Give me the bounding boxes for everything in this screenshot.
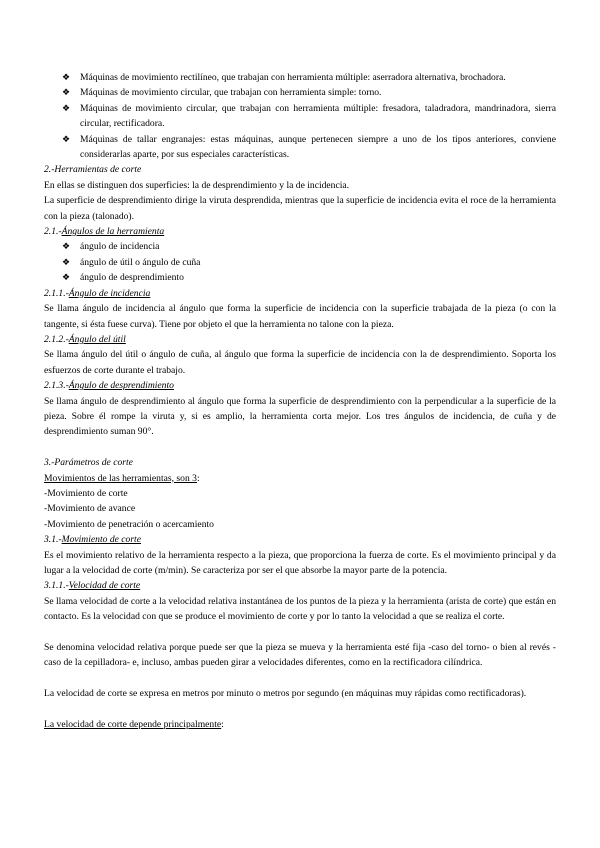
list-item bbox=[62, 255, 556, 270]
list-item bbox=[62, 132, 556, 163]
paragraph: Se denomina velocidad relativa porque puede ser que la pieza se mueva y la herramienta esté fija -caso del torno- o bien al revés -caso de la cepilladora- e, incluso, ambas pueden girar a velocidades diferentes, como en la rectificadora cilíndrica. bbox=[44, 642, 556, 669]
list-item-text: ángulo de útil o ángulo de cuña bbox=[80, 256, 201, 268]
heading-number: 2.1.- bbox=[44, 226, 62, 238]
diamond-bullet-icon: ❖ bbox=[62, 72, 71, 82]
paragraph: En ellas se distinguen dos superficies: la de desprendimiento y la de incidencia. bbox=[44, 179, 350, 191]
section-heading-2-1-1 bbox=[44, 286, 556, 301]
diamond-bullet-icon: ❖ bbox=[62, 133, 71, 144]
diamond-bullet-icon: ❖ bbox=[62, 272, 71, 283]
spacer bbox=[44, 440, 556, 455]
heading-title: Movimiento de corte bbox=[61, 534, 141, 546]
list-item bbox=[62, 101, 556, 132]
heading-title: Ángulos de la herramienta bbox=[61, 226, 165, 238]
movement-item: -Movimiento de corte bbox=[44, 487, 128, 499]
list-item-text: Máquinas de movimiento circular, que trabajan con herramienta simple: torno. bbox=[80, 87, 382, 99]
section-heading-3-1 bbox=[44, 532, 556, 547]
list-item-text: Máquinas de movimiento rectilíneo, que trabajan con herramienta múltiple: aserradora alternativa, brochadora. bbox=[80, 72, 506, 83]
list-item-text: Máquinas de movimiento circular, que trabajan con herramienta múltiple: fresadora, taladradora, mandrinadora, sierra circular, rectificadora. bbox=[80, 102, 556, 130]
heading-number: 2.1.3.- bbox=[44, 380, 69, 392]
list-item bbox=[62, 70, 556, 85]
heading-title: Ángulo del útil bbox=[68, 333, 126, 345]
paragraph: Se llama ángulo del útil o ángulo de cuña, al ángulo que forma la superficie de incidencia con la de desprendimiento. Soporta los esfuerzos de corte durante el trabajo. bbox=[44, 349, 556, 376]
subheading-colon: : bbox=[196, 472, 200, 484]
subheading-title: La velocidad de corte depende principalmente bbox=[44, 719, 222, 730]
heading-number: 3.1.1.- bbox=[44, 580, 69, 592]
list-item bbox=[62, 85, 556, 100]
movement-item: -Movimiento de avance bbox=[44, 503, 136, 515]
spacer bbox=[44, 702, 556, 717]
list-item-text: ángulo de desprendimiento bbox=[80, 272, 184, 284]
section-heading-2-1-2 bbox=[44, 332, 556, 347]
diamond-bullet-icon: ❖ bbox=[62, 241, 71, 252]
diamond-bullet-icon: ❖ bbox=[62, 256, 71, 267]
paragraph: Es el movimiento relativo de la herramienta respecto a la pieza, que proporciona la fuerza de corte. Es el movimiento principal y da lugar a la velocidad de corte (m/min). Se caracteriza por ser el que absorbe la mayor parte de la potencia. bbox=[44, 549, 556, 576]
heading-title: Ángulo de incidencia bbox=[68, 287, 151, 299]
list-item-text: Máquinas de tallar engranajes: estas máquinas, aunque pertenecen siempre a uno de los tipos anteriores, conviene considerarlas aparte, por sus especiales características. bbox=[80, 133, 556, 161]
heading-number: 2.1.2.- bbox=[44, 333, 69, 345]
paragraph: Se llama ángulo de desprendimiento al ángulo que forma la superficie de desprendimiento con la perpendicular a la superficie de la pieza. Sobre él rompe la viruta y, si es amplio, la herramienta corta mejor. Los tres ángulos de incidencia, de cuña y de desprendimiento suman 90°. bbox=[44, 395, 556, 438]
list-item-text: ángulo de incidencia bbox=[80, 241, 160, 253]
movement-item: -Movimiento de penetración o acercamiento bbox=[44, 518, 214, 530]
paragraph: Se llama velocidad de corte a la velocidad relativa instantánea de los puntos de la pieza y la herramienta (arista de corte) que están en contacto. Es la velocidad con que se produce el movimiento de corte y por lo tanto la velocidad a que se realiza el corte. bbox=[44, 595, 556, 623]
list-item bbox=[62, 270, 556, 285]
heading-number: 3.1.- bbox=[44, 534, 62, 546]
spacer bbox=[44, 671, 556, 686]
section-heading-3-1-1 bbox=[44, 578, 556, 593]
diamond-bullet-icon: ❖ bbox=[62, 102, 71, 113]
heading-number: 2.1.1.- bbox=[44, 287, 69, 299]
paragraph: La velocidad de corte se expresa en metros por minuto o metros por segundo (en máquinas muy rápidas como rectificadoras). bbox=[44, 688, 527, 700]
section-heading-2-1-3 bbox=[44, 378, 556, 393]
section-heading-2: 2.-Herramientas de corte bbox=[44, 164, 142, 176]
list-item bbox=[62, 239, 556, 254]
section-heading-3: 3.-Parámetros de corte bbox=[44, 457, 133, 469]
section-heading-2-1 bbox=[44, 224, 556, 239]
spacer bbox=[44, 625, 556, 640]
subheading-colon: : bbox=[221, 719, 224, 730]
diamond-bullet-icon: ❖ bbox=[62, 87, 71, 98]
subheading-title: Movimientos de las herramientas, son 3 bbox=[44, 472, 197, 484]
heading-title: Velocidad de corte bbox=[68, 580, 141, 592]
heading-title: Ángulo de desprendimiento bbox=[68, 380, 174, 392]
paragraph: Se llama ángulo de incidencia al ángulo que forma la superficie de incidencia con la superficie trabajada de la pieza (o con la tangente, si ésta fuese curva). Tiene por objeto el que la herramienta no talone con la pieza. bbox=[44, 303, 556, 330]
paragraph: La superficie de desprendimiento dirige la viruta desprendida, mientras que la superficie de incidencia evita el roce de la herramienta con la pieza (talonado). bbox=[44, 195, 556, 222]
page-content bbox=[44, 70, 556, 732]
subheading bbox=[44, 471, 556, 486]
subheading bbox=[44, 717, 556, 732]
